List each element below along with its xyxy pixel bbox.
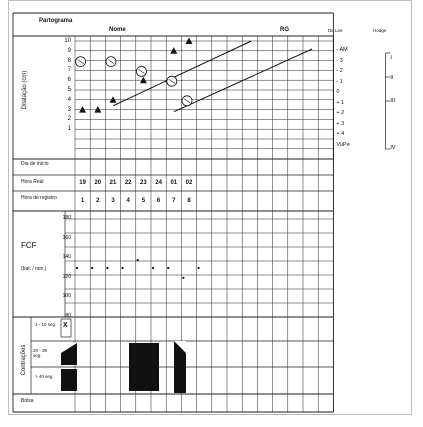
fcf-label: FCF <box>21 241 37 250</box>
dilation-axis-label: Dilatação (cm) <box>22 70 28 110</box>
hour-registro-cell: 6 <box>156 198 161 204</box>
hour-real-cell: 21 <box>109 180 117 186</box>
contraction-block <box>129 343 159 391</box>
fcf-tick-label: 120 <box>62 273 71 280</box>
hour-registro-cell: 7 <box>172 198 176 204</box>
hour-registro-cell: 2 <box>96 198 100 204</box>
contraction-legend-medium: 20 - 39 seg. <box>33 348 48 358</box>
hour-registro-cell: 3 <box>111 198 115 204</box>
fcf-unit-label: (bat. / min.) <box>21 266 47 272</box>
hour-real-cell: 22 <box>124 180 132 186</box>
fcf-tick-label: 100 <box>62 293 71 300</box>
hodge-tick-label: I <box>390 55 392 61</box>
hour-registro-cell: 4 <box>126 198 130 204</box>
hour-real-cell: 01 <box>170 180 178 186</box>
fcf-tick-label: 180 <box>62 215 71 221</box>
name-label: Nome <box>109 27 126 33</box>
footer-label: Bolsa <box>21 398 34 404</box>
hour-real-cell: 20 <box>94 180 102 186</box>
dilation-tick-label: 7 <box>67 67 71 74</box>
delee-tick-label: + 3 <box>336 120 345 127</box>
delee-tick-label: + 1 <box>336 99 345 106</box>
hour-registro-cell: 1 <box>80 198 85 204</box>
hodge-label: Hodge <box>373 28 387 33</box>
contractions-axis-label: Contrações <box>21 344 27 376</box>
dilation-tick-label: 9 <box>67 47 71 54</box>
rg-label: RG <box>280 27 289 33</box>
row-label-hora-real: Hora Real <box>21 179 44 185</box>
partogram-sheet <box>8 0 412 415</box>
hodge-tick-label: IV <box>390 145 396 151</box>
hour-real-cell: 23 <box>140 180 147 186</box>
fcf-point <box>122 267 124 269</box>
fcf-point <box>198 267 200 269</box>
hour-real-cell: 24 <box>155 180 162 186</box>
fcf-tick-label: 160 <box>62 234 71 241</box>
delee-tick-label: VuPe <box>336 141 350 148</box>
delee-tick-label: 0 <box>336 89 340 95</box>
delee-tick-label: - 2 <box>336 68 343 74</box>
hour-registro-cell: 8 <box>187 198 191 204</box>
fcf-point <box>152 267 154 269</box>
hodge-tick-label: II <box>390 75 394 81</box>
fcf-point <box>91 267 93 269</box>
chart-title: Partograma <box>39 18 73 24</box>
fcf-point <box>76 267 78 269</box>
delee-tick-label: - 3 <box>336 57 343 64</box>
hour-registro-cell: 5 <box>141 198 146 204</box>
dilation-tick-label: 4 <box>67 96 71 103</box>
hour-real-cell: 02 <box>185 180 193 186</box>
fcf-point <box>106 267 108 269</box>
contraction-legend-x-mark: X <box>63 322 68 329</box>
fcf-tick-label: 80 <box>65 313 71 319</box>
hour-real-cell: 19 <box>79 180 86 186</box>
dilation-tick-label: 10 <box>64 38 71 44</box>
fcf-point <box>182 277 184 279</box>
dilation-tick-label: 2 <box>67 116 71 123</box>
delee-tick-label: - AM <box>336 47 348 53</box>
fcf-point <box>137 259 139 261</box>
contraction-legend-long: > 40 seg. <box>35 374 54 379</box>
contraction-block <box>61 369 77 391</box>
dilation-tick-label: 6 <box>67 77 71 84</box>
row-label-hora-registro: Hora de registro <box>21 195 57 201</box>
hodge-tick-label: III <box>390 98 395 104</box>
dilation-tick-label: 3 <box>67 106 71 113</box>
delee-tick-label: + 2 <box>336 110 345 116</box>
dilation-tick-label: 5 <box>67 87 71 93</box>
delee-tick-label: - 1 <box>336 78 343 85</box>
fcf-tick-label: 140 <box>62 254 71 261</box>
contraction-legend-short: 1 - 19 seg. <box>35 322 57 327</box>
row-label-dia-inicio: Dia de início <box>21 161 49 167</box>
delee-label: De Lee <box>328 28 343 33</box>
dilation-tick-label: 8 <box>67 57 71 64</box>
fcf-point <box>167 267 169 269</box>
dilation-tick-label: 1 <box>67 126 71 133</box>
delee-tick-label: + 4 <box>336 131 345 137</box>
